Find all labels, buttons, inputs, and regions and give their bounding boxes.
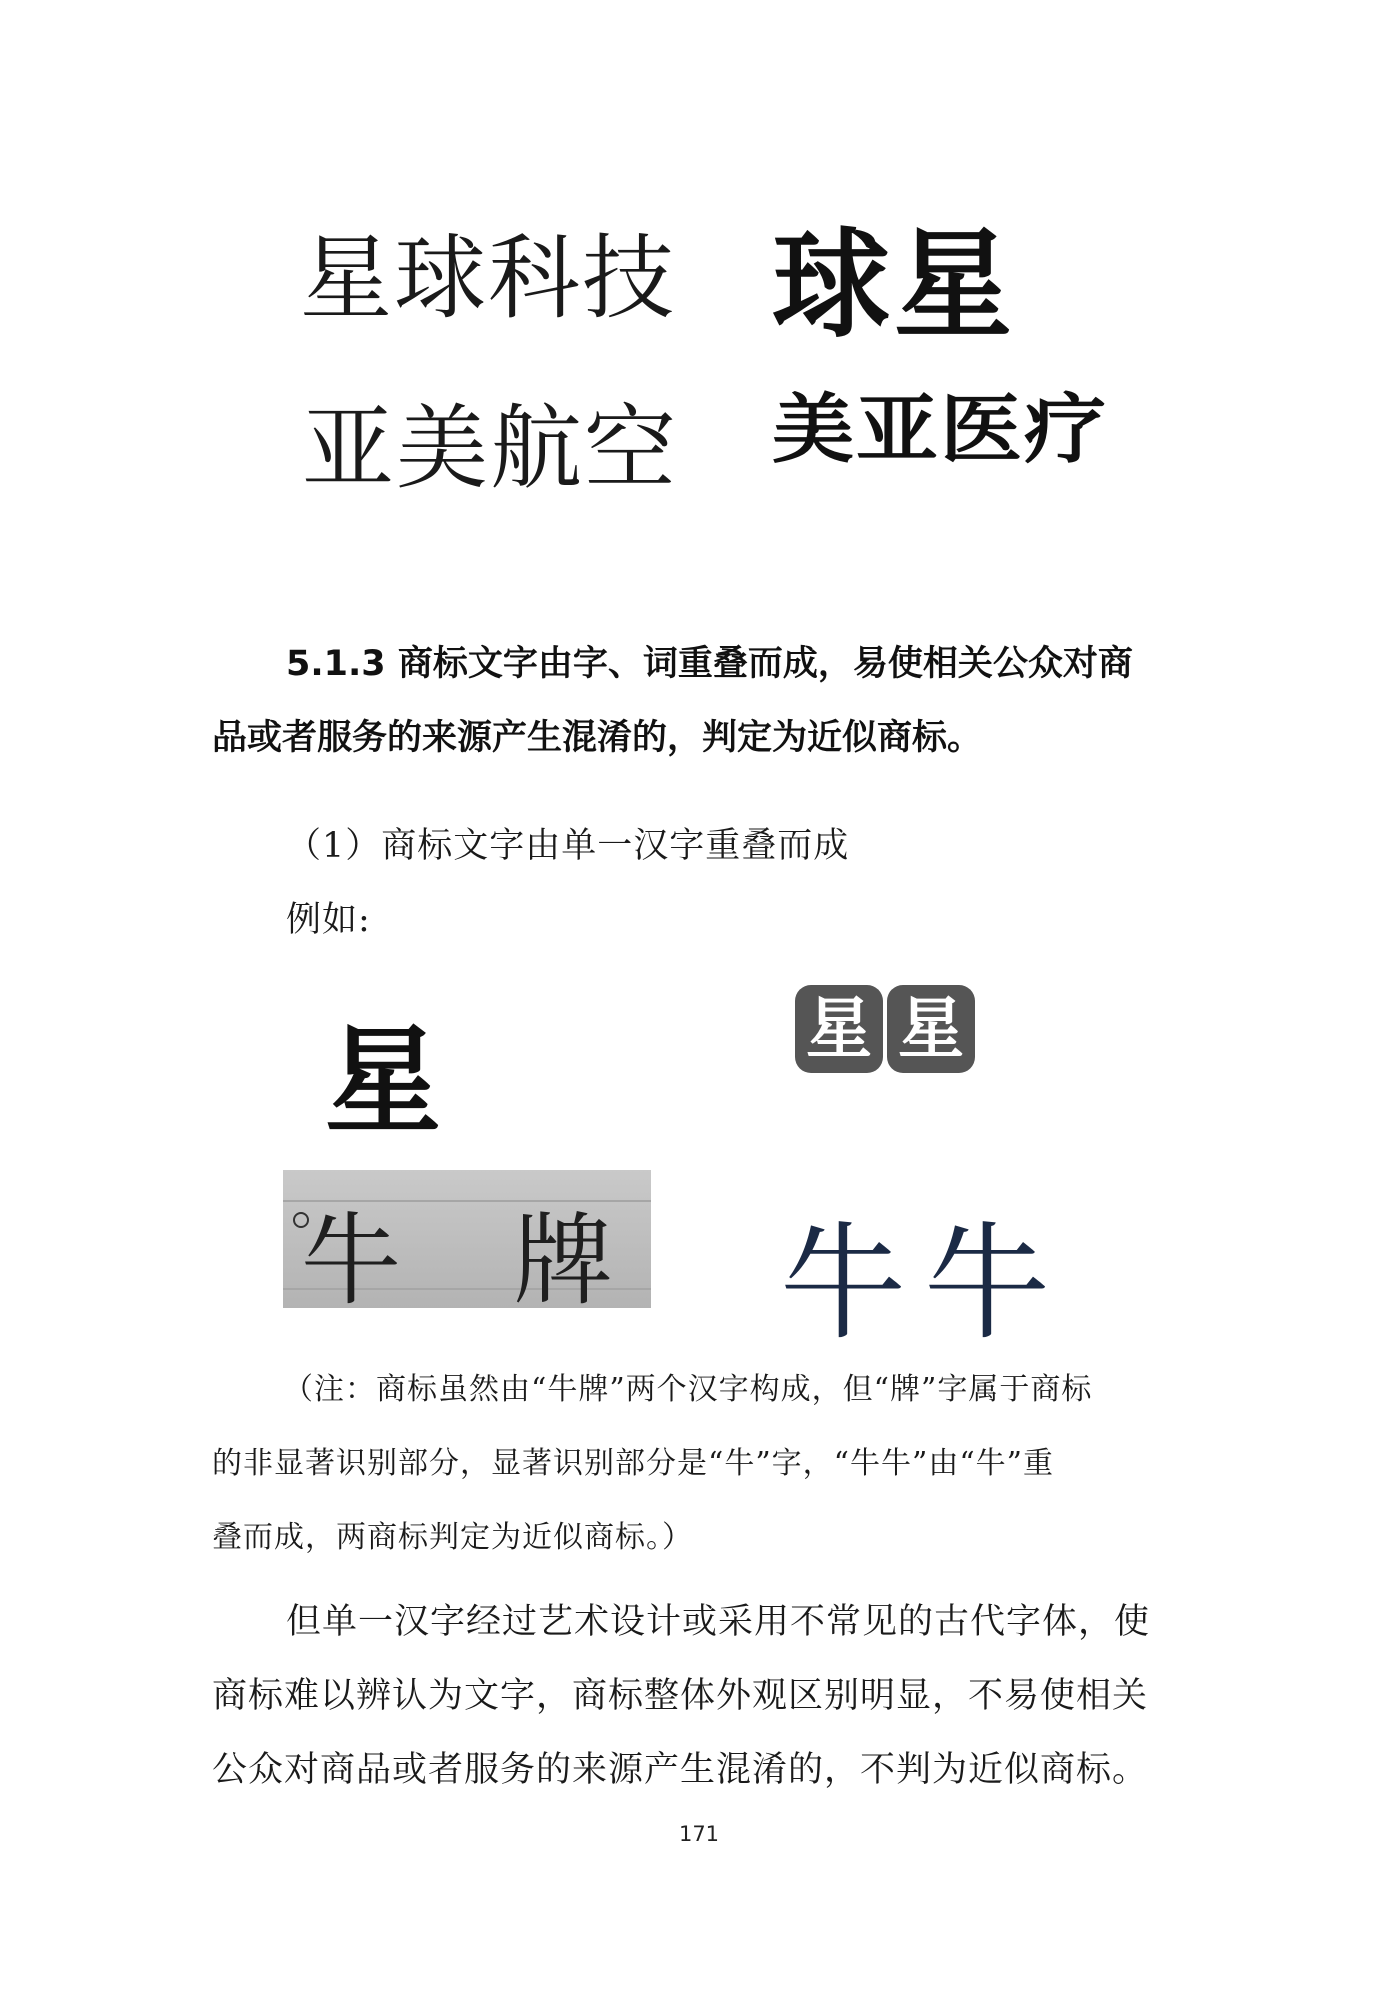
body-line-2: 商标难以辨认为文字，商标整体外观区别明显，不易使相关 [212,1676,1149,1716]
page-number: 171 [678,1822,720,1846]
trademark-example-niupai-photo [283,1170,651,1308]
note-line-2: 的非显著识别部分，显著识别部分是“牛”字，“牛牛”由“牛”重 [212,1446,1055,1481]
photo-char-pai: 牌 [513,1202,613,1308]
stylized-char: 星 [887,985,975,1073]
trademark-example-xingqiu-keji: 星球科技 [300,225,677,332]
trademark-example-yamei-hangkong: 亚美航空 [302,395,679,502]
trademark-example-niuniu: 牛牛 [780,1210,1068,1357]
stylized-char: 星 [795,985,883,1073]
trademark-example-xing: 星 [325,1014,441,1149]
section-heading-line-1: 5.1.3 商标文字由字、词重叠而成，易使相关公众对商 [286,644,1133,684]
photo-char-niu: 牛 [301,1202,401,1308]
body-line-3: 公众对商品或者服务的来源产生混淆的，不判为近似商标。 [212,1750,1149,1790]
section-heading-line-2: 品或者服务的来源产生混淆的，判定为近似商标。 [212,718,983,758]
example-label: 例如: [286,900,371,940]
trademark-example-meiya-yiliao: 美亚医疗 [772,386,1109,474]
trademark-example-stylized-xingxing [795,985,979,1073]
item-title: （1）商标文字由单一汉字重叠而成 [286,826,850,866]
body-line-1: 但单一汉字经过艺术设计或采用不常见的古代字体，使 [286,1602,1151,1642]
note-line-1: （注：商标虽然由“牛牌”两个汉字构成，但“牌”字属于商标 [283,1372,1093,1407]
note-line-3: 叠而成，两商标判定为近似商标。） [212,1520,693,1555]
trademark-example-qiuxing: 球星 [772,216,1017,354]
